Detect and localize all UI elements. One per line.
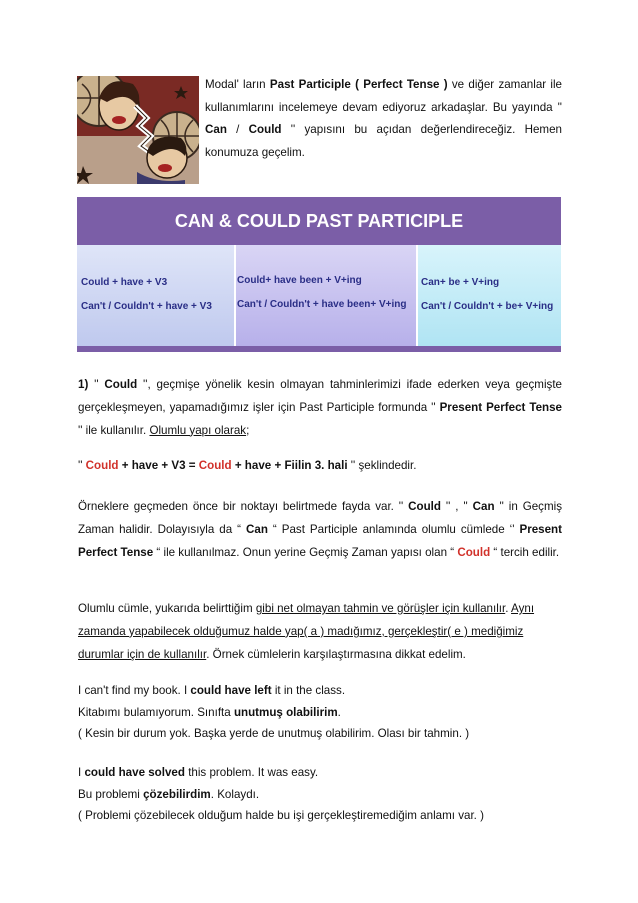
banner-col1-bg	[77, 245, 235, 346]
example-1-note: ( Kesin bir durum yok. Başka yerde de unutmuş olabilirim. Olası bir tahmin. )	[78, 727, 470, 740]
banner-col1-line2: Can't / Couldn't + have + V3	[81, 301, 212, 312]
banner-col2-line1: Could+ have been + V+ing	[237, 275, 362, 286]
intro-paragraph: Modal' ların Past Participle ( Perfect Tense ) ve diğer zamanlar ile kullanımlarını incelemeye devam ediyoruz arkadaşlar. Bu yayında '' Can / Could '' yapısını bu açıdan değerlendireceğiz. Hemen konumuza geçelim.	[205, 78, 562, 159]
banner-col1-line1: Could + have + V3	[81, 277, 168, 288]
banner-col3-bg	[417, 245, 561, 346]
paragraph-positive-usage: Olumlu cümle, yukarıda belirttiğim gibi net olmayan tahmin ve görüşler için kullanılır. Aynı zamanda yapabilecek olduğumuz halde yap( a ) madığımız, gerçekleştir( e ) mediğimiz durumlar için de kullanılır. Örnek cümlelerin karşılaştırmasına dikkat edelim.	[78, 602, 535, 661]
example-2-turkish: Bu problemi çözebilirdim. Kolaydı.	[78, 787, 260, 801]
example-1-turkish: Kitabımı bulamıyorum. Sınıfta unutmuş olabilirim.	[78, 705, 341, 719]
banner-col3-line1: Can+ be + V+ing	[421, 277, 500, 288]
can-could-banner	[77, 197, 561, 352]
paragraph-could-intro: 1) '' Could '', geçmişe yönelik kesin olmayan tahminlerimizi ifade ederken veya geçmişte gerçekleşmeyen, yapamadığımız işler için Past Participle formunda '' Present Perfect Tense '' ile kullanılır. Olumlu yapı olarak;	[78, 378, 563, 437]
example-2-english: I could have solved this problem. It was easy.	[78, 766, 319, 779]
couple-illustration	[77, 76, 199, 184]
paragraph-past-form: Örneklere geçmeden önce bir noktayı belirtmede fayda var. '' Could '' , '' Can '' in Geçmiş Zaman halidir. Dolayısıyla da “ Can “ Past Participle anlamında olumlu cümlede ‘' Present Perfect Tense “ ile kullanılmaz. Onun yerine Geçmiş Zaman yapısı olan “ Could “ tercih edilir.	[78, 500, 562, 559]
banner-col3-line2: Can't / Couldn't + be+ V+ing	[421, 301, 554, 312]
banner-title: CAN & COULD PAST PARTICIPLE	[174, 211, 464, 231]
example-1	[78, 680, 562, 745]
example-1-english: I can't find my book. I could have left it in the class.	[78, 684, 346, 697]
formula-line: '' Could + have + V3 = Could + have + Fiilin 3. hali '' şeklindedir.	[78, 459, 417, 472]
banner-col2-line2: Can't / Couldn't + have been+ V+ing	[237, 299, 407, 310]
banner-col2-bg	[235, 245, 417, 346]
example-2	[78, 762, 562, 827]
example-2-note: ( Problemi çözebilecek olduğum halde bu işi gerçekleştiremediğim anlamı var. )	[78, 809, 484, 822]
